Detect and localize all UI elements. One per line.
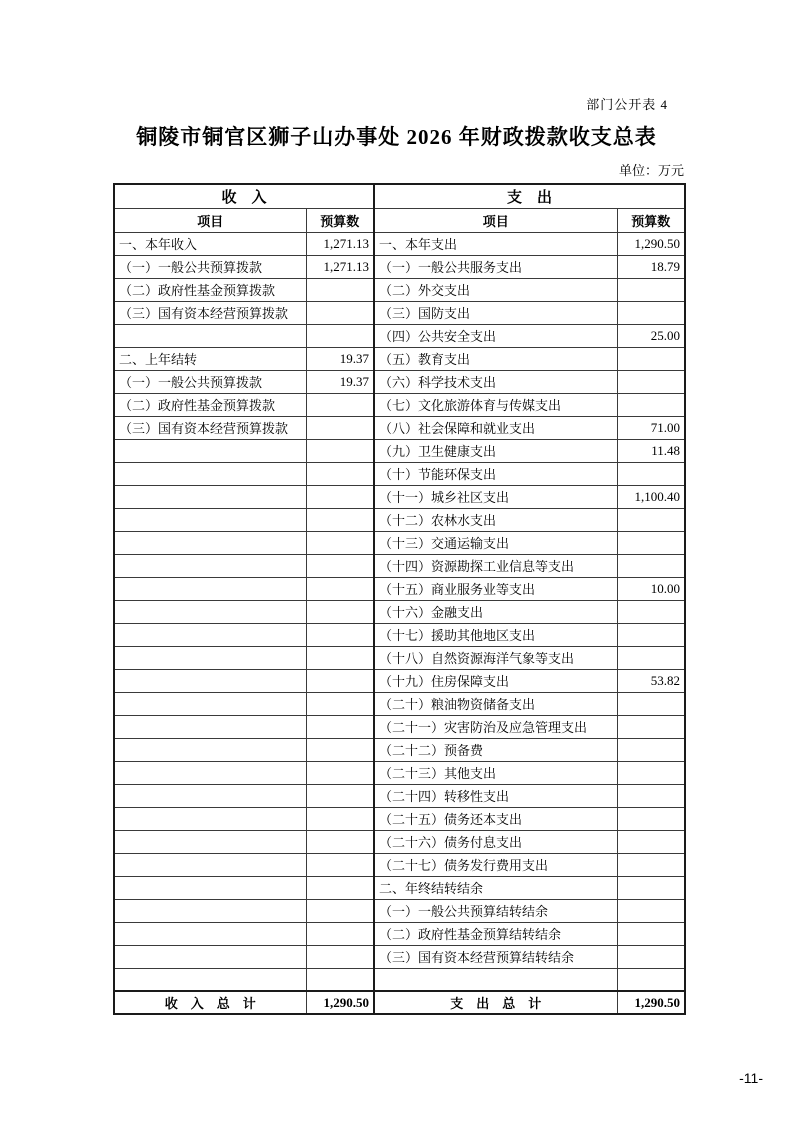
income-budget-cell [306, 416, 374, 439]
expense-budget-cell [617, 278, 685, 301]
income-item-cell: 二、上年结转 [114, 347, 306, 370]
table-row [114, 853, 685, 876]
income-item-cell [114, 784, 306, 807]
expense-budget-cell [617, 853, 685, 876]
expense-item-cell: （二十六）债务付息支出 [374, 830, 617, 853]
expense-item-cell: （十二）农林水支出 [374, 508, 617, 531]
income-budget-cell: 1,271.13 [306, 232, 374, 255]
expense-budget-cell [617, 554, 685, 577]
table-row [114, 370, 685, 393]
income-budget-cell [306, 692, 374, 715]
expense-budget-cell: 1,290.50 [617, 232, 685, 255]
table-row [114, 508, 685, 531]
table-row [114, 784, 685, 807]
table-row [114, 761, 685, 784]
income-budget-cell [306, 830, 374, 853]
table-row [114, 485, 685, 508]
section-header-row [114, 184, 685, 208]
table-row [114, 807, 685, 830]
expense-budget-cell [617, 600, 685, 623]
income-budget-cell [306, 968, 374, 991]
income-budget-cell [306, 784, 374, 807]
expense-budget-cell [617, 347, 685, 370]
expense-item-cell: （一）一般公共服务支出 [374, 255, 617, 278]
table-row [114, 278, 685, 301]
expense-item-cell: （二）外交支出 [374, 278, 617, 301]
income-item-cell [114, 485, 306, 508]
income-total-label: 收 入 总 计 [114, 991, 306, 1014]
expense-item-cell: （一）一般公共预算结转结余 [374, 899, 617, 922]
expense-item-cell: （三）国有资本经营预算结转结余 [374, 945, 617, 968]
income-budget-cell: 1,271.13 [306, 255, 374, 278]
table-row [114, 347, 685, 370]
income-item-cell [114, 715, 306, 738]
expense-item-cell: （六）科学技术支出 [374, 370, 617, 393]
income-item-cell [114, 669, 306, 692]
expense-budget-cell: 11.48 [617, 439, 685, 462]
expense-item-cell: （二十二）预备费 [374, 738, 617, 761]
expense-budget-cell [617, 738, 685, 761]
income-item-cell [114, 623, 306, 646]
unit-label: 单位：万元 [618, 163, 684, 178]
income-item-cell: （一）一般公共预算拨款 [114, 370, 306, 393]
table-row [114, 876, 685, 899]
expense-budget-cell [617, 462, 685, 485]
income-budget-cell: 19.37 [306, 370, 374, 393]
income-budget-cell [306, 600, 374, 623]
income-item-cell: （三）国有资本经营预算拨款 [114, 301, 306, 324]
income-item-cell [114, 692, 306, 715]
income-item-cell [114, 439, 306, 462]
income-budget-cell [306, 945, 374, 968]
expense-budget-cell [617, 784, 685, 807]
table-row [114, 416, 685, 439]
table-row [114, 577, 685, 600]
income-item-cell [114, 876, 306, 899]
expense-total-value: 1,290.50 [617, 991, 685, 1014]
table-body [114, 232, 685, 991]
income-item-cell: （三）国有资本经营预算拨款 [114, 416, 306, 439]
expense-budget-cell: 1,100.40 [617, 485, 685, 508]
corner-table-label: 部门公开表 4 [586, 97, 668, 112]
expense-budget-cell: 25.00 [617, 324, 685, 347]
table-row [114, 899, 685, 922]
income-budget-cell [306, 646, 374, 669]
table-row [114, 945, 685, 968]
income-budget-cell [306, 462, 374, 485]
expense-item-cell: （二十七）债务发行费用支出 [374, 853, 617, 876]
table-row [114, 324, 685, 347]
expense-budget-cell [617, 301, 685, 324]
expense-budget-cell [617, 370, 685, 393]
expense-item-cell: （二十一）灾害防治及应急管理支出 [374, 715, 617, 738]
expense-item-cell: （十四）资源勘探工业信息等支出 [374, 554, 617, 577]
income-item-cell [114, 899, 306, 922]
expense-item-cell: （二十三）其他支出 [374, 761, 617, 784]
expense-item-cell: （二十）粮油物资储备支出 [374, 692, 617, 715]
income-item-cell [114, 738, 306, 761]
income-budget-cell [306, 669, 374, 692]
income-budget-cell [306, 301, 374, 324]
expense-section-header: 支 出 [374, 184, 685, 208]
budget-summary-table [113, 183, 686, 1015]
page-title: 铜陵市铜官区狮子山办事处 2026 年财政拨款收支总表 [136, 125, 657, 149]
income-budget-cell [306, 853, 374, 876]
expense-item-cell: （二十四）转移性支出 [374, 784, 617, 807]
page-number: -11- [739, 1070, 763, 1086]
expense-item-cell: （十一）城乡社区支出 [374, 485, 617, 508]
income-item-cell [114, 324, 306, 347]
expense-budget-cell [617, 623, 685, 646]
table-row [114, 738, 685, 761]
income-item-cell: （一）一般公共预算拨款 [114, 255, 306, 278]
income-budget-cell [306, 577, 374, 600]
expense-budget-cell [617, 393, 685, 416]
expense-budget-cell [617, 830, 685, 853]
table-row [114, 922, 685, 945]
total-row [114, 991, 685, 1014]
expense-item-cell: （十七）援助其他地区支出 [374, 623, 617, 646]
income-budget-cell [306, 554, 374, 577]
expense-item-cell: （四）公共安全支出 [374, 324, 617, 347]
expense-item-cell: 一、本年支出 [374, 232, 617, 255]
expense-item-cell: （二）政府性基金预算结转结余 [374, 922, 617, 945]
expense-item-cell: （三）国防支出 [374, 301, 617, 324]
expense-budget-cell [617, 876, 685, 899]
income-item-cell: 一、本年收入 [114, 232, 306, 255]
income-budget-cell [306, 899, 374, 922]
income-budget-cell [306, 715, 374, 738]
table-row [114, 232, 685, 255]
expense-item-cell: （十三）交通运输支出 [374, 531, 617, 554]
expense-item-cell: （五）教育支出 [374, 347, 617, 370]
income-item-column-header: 项目 [114, 208, 306, 232]
income-budget-cell [306, 761, 374, 784]
income-item-cell: （二）政府性基金预算拨款 [114, 393, 306, 416]
income-item-cell [114, 807, 306, 830]
income-item-cell [114, 761, 306, 784]
table-row [114, 301, 685, 324]
income-budget-cell [306, 508, 374, 531]
expense-item-cell: 二、年终结转结余 [374, 876, 617, 899]
income-item-cell [114, 830, 306, 853]
income-item-cell [114, 945, 306, 968]
table-row [114, 830, 685, 853]
expense-item-cell: （十）节能环保支出 [374, 462, 617, 485]
expense-item-cell: （十九）住房保障支出 [374, 669, 617, 692]
expense-budget-column-header: 预算数 [617, 208, 685, 232]
table-row [114, 968, 685, 991]
income-item-cell: （二）政府性基金预算拨款 [114, 278, 306, 301]
expense-budget-cell: 10.00 [617, 577, 685, 600]
income-item-cell [114, 853, 306, 876]
expense-budget-cell [617, 646, 685, 669]
table-row [114, 531, 685, 554]
income-section-header: 收 入 [114, 184, 374, 208]
table-row [114, 623, 685, 646]
income-item-cell [114, 508, 306, 531]
expense-budget-cell: 53.82 [617, 669, 685, 692]
expense-item-cell: （十六）金融支出 [374, 600, 617, 623]
expense-budget-cell [617, 761, 685, 784]
expense-budget-cell [617, 692, 685, 715]
income-budget-cell [306, 807, 374, 830]
income-item-cell [114, 968, 306, 991]
expense-budget-cell [617, 945, 685, 968]
income-budget-cell [306, 531, 374, 554]
income-item-cell [114, 554, 306, 577]
table-row [114, 393, 685, 416]
expense-budget-cell [617, 968, 685, 991]
expense-item-cell: （二十五）债务还本支出 [374, 807, 617, 830]
expense-item-cell [374, 968, 617, 991]
column-header-row [114, 208, 685, 232]
expense-total-label: 支 出 总 计 [374, 991, 617, 1014]
income-item-cell [114, 577, 306, 600]
expense-budget-cell [617, 531, 685, 554]
table-row [114, 692, 685, 715]
expense-item-cell: （八）社会保障和就业支出 [374, 416, 617, 439]
income-budget-cell [306, 876, 374, 899]
expense-budget-cell [617, 922, 685, 945]
table-row [114, 462, 685, 485]
income-budget-cell [306, 278, 374, 301]
expense-item-cell: （九）卫生健康支出 [374, 439, 617, 462]
expense-item-column-header: 项目 [374, 208, 617, 232]
table-row [114, 554, 685, 577]
income-item-cell [114, 531, 306, 554]
expense-budget-cell [617, 807, 685, 830]
table-row [114, 646, 685, 669]
income-budget-cell [306, 324, 374, 347]
income-item-cell [114, 646, 306, 669]
table-row [114, 600, 685, 623]
income-budget-cell: 19.37 [306, 347, 374, 370]
income-item-cell [114, 922, 306, 945]
income-budget-cell [306, 485, 374, 508]
income-budget-cell [306, 738, 374, 761]
income-item-cell [114, 462, 306, 485]
expense-budget-cell [617, 508, 685, 531]
table-row [114, 669, 685, 692]
expense-item-cell: （十八）自然资源海洋气象等支出 [374, 646, 617, 669]
income-total-value: 1,290.50 [306, 991, 374, 1014]
expense-item-cell: （十五）商业服务业等支出 [374, 577, 617, 600]
income-budget-cell [306, 623, 374, 646]
table-row [114, 255, 685, 278]
expense-budget-cell: 18.79 [617, 255, 685, 278]
table-row [114, 439, 685, 462]
income-budget-cell [306, 393, 374, 416]
income-budget-column-header: 预算数 [306, 208, 374, 232]
income-budget-cell [306, 439, 374, 462]
income-item-cell [114, 600, 306, 623]
expense-budget-cell [617, 715, 685, 738]
expense-item-cell: （七）文化旅游体育与传媒支出 [374, 393, 617, 416]
expense-budget-cell: 71.00 [617, 416, 685, 439]
expense-budget-cell [617, 899, 685, 922]
table-row [114, 715, 685, 738]
income-budget-cell [306, 922, 374, 945]
